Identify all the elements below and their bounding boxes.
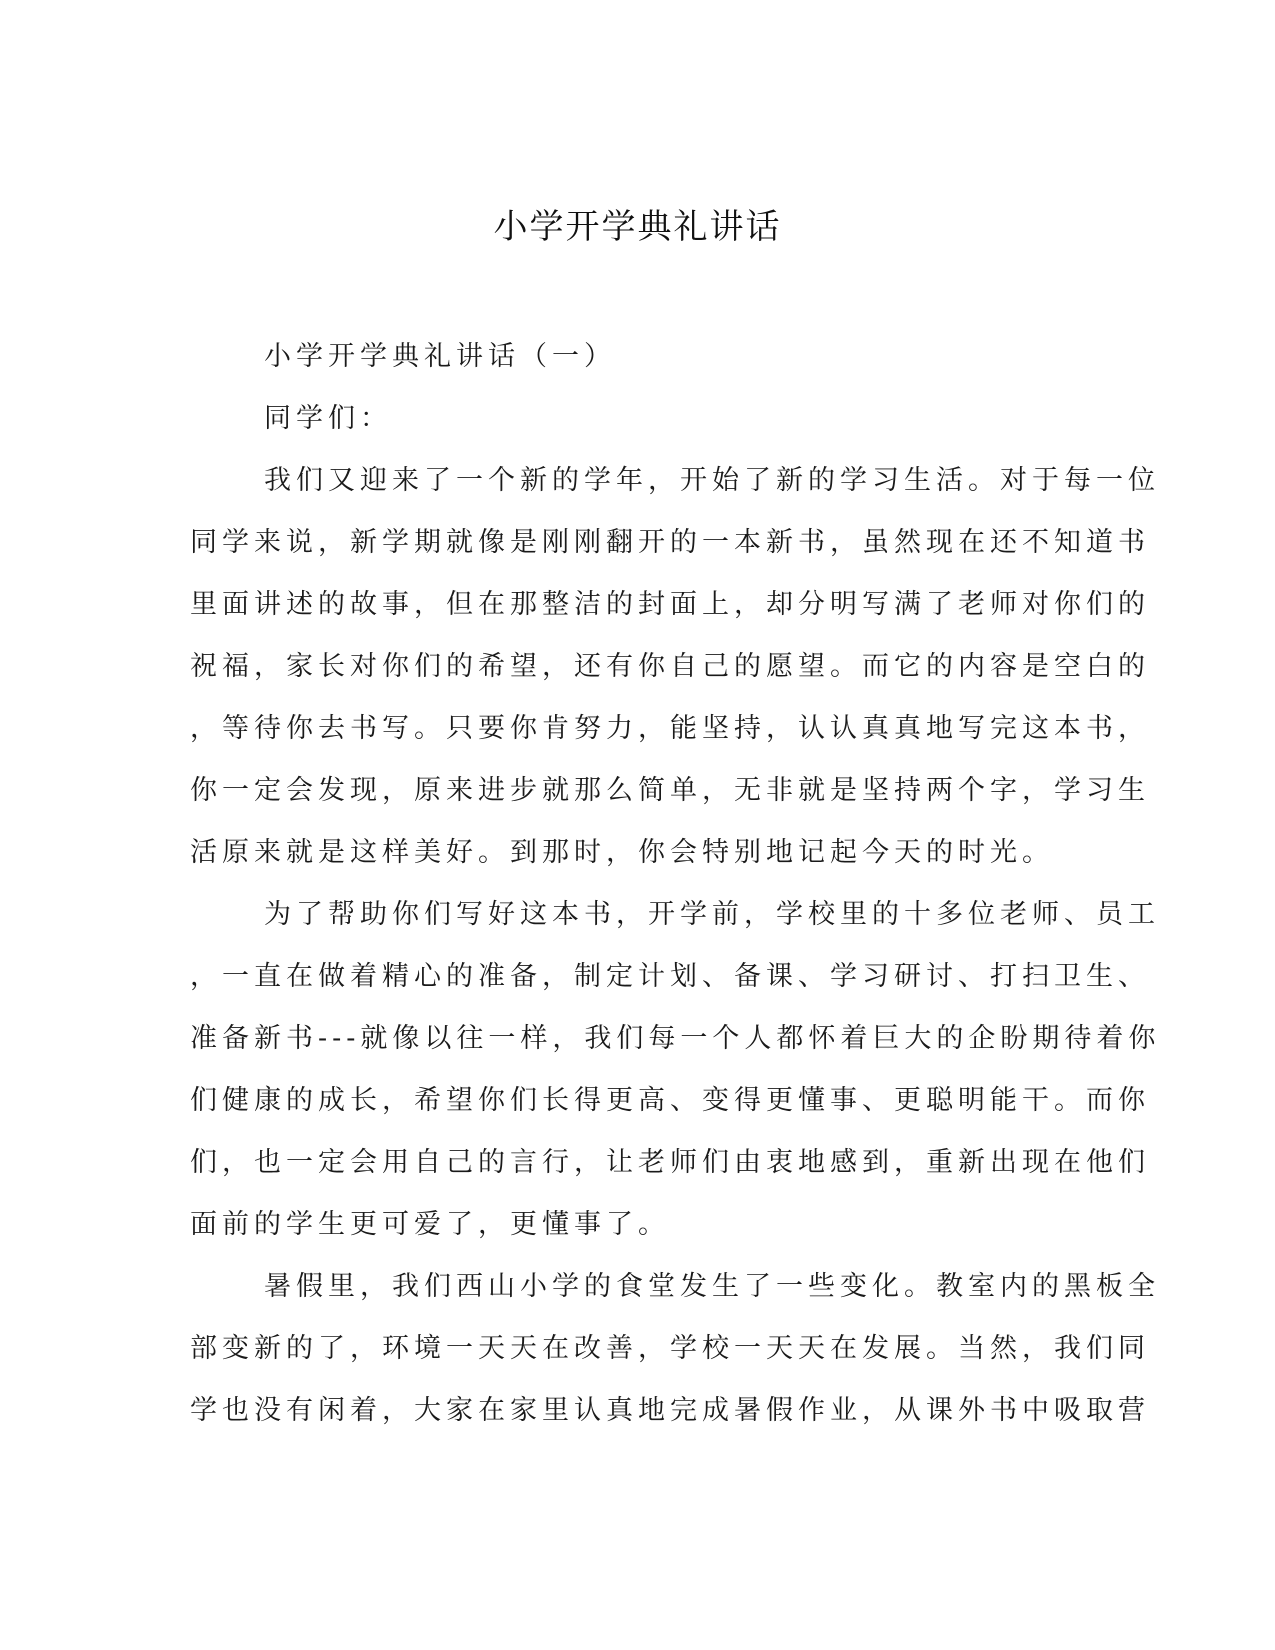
paragraph-line: 们健康的成长，希望你们长得更高、变得更懂事、更聪明能干。而你	[190, 1085, 1150, 1116]
paragraph-line: 学也没有闲着，大家在家里认真地完成暑假作业，从课外书中吸取营	[190, 1395, 1150, 1426]
paragraph-line: 里面讲述的故事，但在那整洁的封面上，却分明写满了老师对你们的	[190, 589, 1150, 620]
paragraph-line: 面前的学生更可爱了，更懂事了。	[190, 1209, 670, 1240]
paragraph-line: 部变新的了，环境一天天在改善，学校一天天在发展。当然，我们同	[190, 1333, 1150, 1364]
paragraph-line: 活原来就是这样美好。到那时，你会特别地记起今天的时光。	[190, 837, 1054, 868]
paragraph-line: 同学来说，新学期就像是刚刚翻开的一本新书，虽然现在还不知道书	[190, 527, 1150, 558]
paragraph-line: 们，也一定会用自己的言行，让老师们由衷地感到，重新出现在他们	[190, 1147, 1150, 1178]
paragraph-line: ，一直在做着精心的准备，制定计划、备课、学习研讨、打扫卫生、	[190, 961, 1150, 992]
paragraph-line: 我们又迎来了一个新的学年，开始了新的学习生活。对于每一位	[264, 465, 1160, 496]
paragraph-line: 祝福，家长对你们的希望，还有你自己的愿望。而它的内容是空白的	[190, 651, 1150, 682]
paragraph-line: ，等待你去书写。只要你肯努力，能坚持，认认真真地写完这本书，	[190, 713, 1150, 744]
paragraph-line: 你一定会发现，原来进步就那么简单，无非就是坚持两个字，学习生	[190, 775, 1150, 806]
paragraph-line: 为了帮助你们写好这本书，开学前，学校里的十多位老师、员工	[264, 899, 1160, 930]
section-heading: 小学开学典礼讲话（一）	[264, 341, 616, 372]
salutation: 同学们：	[264, 403, 392, 434]
paragraph-line: 暑假里，我们西山小学的食堂发生了一些变化。教室内的黑板全	[264, 1271, 1160, 1302]
document-body	[190, 326, 1161, 1442]
paragraph-line: 准备新书---就像以往一样，我们每一个人都怀着巨大的企盼期待着你	[190, 1023, 1161, 1054]
document-title: 小学开学典礼讲话	[493, 207, 782, 247]
